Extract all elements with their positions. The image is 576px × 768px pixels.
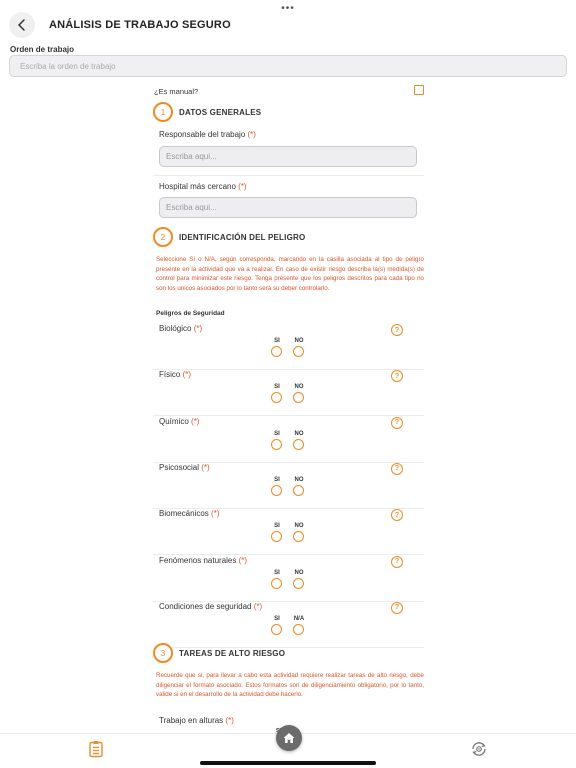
radio-no[interactable] bbox=[293, 624, 304, 635]
option-si-label: SI bbox=[274, 338, 280, 344]
responsable-input[interactable] bbox=[159, 146, 417, 167]
page-title: ANÁLISIS DE TRABAJO SEGURO bbox=[49, 19, 231, 31]
hazard-row bbox=[153, 417, 424, 463]
radio-no[interactable] bbox=[293, 531, 304, 542]
hazard-label: Físico (*) bbox=[159, 370, 192, 380]
bottom-navigation bbox=[0, 733, 576, 768]
required-marker: (*) bbox=[211, 509, 220, 519]
required-marker: (*) bbox=[182, 370, 192, 380]
section-datos-generales bbox=[153, 102, 261, 122]
radio-no[interactable] bbox=[293, 578, 304, 589]
section-number: 1 bbox=[153, 102, 173, 122]
required-marker: (*) bbox=[193, 324, 203, 333]
option-no-label: NO bbox=[294, 338, 304, 344]
hazard-label: Condiciones de seguridad (*) bbox=[159, 601, 263, 611]
manual-row bbox=[153, 84, 424, 98]
help-icon[interactable]: ? bbox=[391, 370, 403, 382]
hospital-input[interactable] bbox=[159, 197, 417, 218]
trabajo-alturas-label: Trabajo en alturas (*) bbox=[159, 716, 234, 725]
option-si-label: SI bbox=[274, 430, 280, 437]
orden-trabajo-input[interactable] bbox=[9, 55, 567, 77]
option-si-label: SI bbox=[274, 476, 280, 483]
radio-si[interactable] bbox=[271, 346, 282, 357]
peligros-seguridad-subtitle: Peligros de Seguridad bbox=[156, 310, 225, 317]
home-button[interactable] bbox=[276, 725, 302, 751]
section-identificacion-peligro bbox=[153, 227, 305, 247]
section-number: 3 bbox=[153, 643, 173, 663]
radio-no[interactable] bbox=[293, 439, 304, 450]
clipboard-list-icon[interactable] bbox=[87, 740, 105, 758]
required-marker: (*) bbox=[238, 182, 247, 191]
required-marker: (*) bbox=[191, 416, 200, 426]
radio-si[interactable] bbox=[271, 439, 282, 450]
option-no-label: N/A bbox=[293, 615, 305, 622]
required-marker: (*) bbox=[225, 716, 234, 725]
sync-settings-icon[interactable] bbox=[470, 740, 488, 758]
home-indicator-bar bbox=[200, 761, 376, 765]
divider bbox=[153, 175, 424, 176]
required-marker: (*) bbox=[247, 130, 256, 139]
option-si-label: SI bbox=[274, 569, 280, 576]
section-title: DATOS GENERALES bbox=[179, 107, 262, 117]
hazard-row bbox=[153, 602, 424, 648]
section-tareas-alto-riesgo bbox=[153, 643, 285, 663]
window-drag-dots: ••• bbox=[281, 3, 295, 14]
option-si-label: SI bbox=[274, 615, 280, 622]
radio-no[interactable] bbox=[293, 392, 304, 403]
help-icon[interactable]: ? bbox=[391, 602, 403, 614]
peligro-instructions: Seleccione Sí o N/A, según corresponda, marcando en la casilla asociada al tipo de peligro presente en la actividad que va a realizar. En caso de existir riesgo describa la(s) medida(s) de control para minimizar este riesgo. Tenga presente que los peligros descritos para cada tipo no son los unicos asociados por lo tanto será su deber controlarlo. bbox=[156, 256, 424, 292]
help-icon[interactable]: ? bbox=[391, 556, 403, 568]
option-si-label: SI bbox=[274, 523, 280, 530]
section-number: 2 bbox=[153, 227, 173, 247]
radio-si[interactable] bbox=[271, 624, 282, 635]
help-icon[interactable]: ? bbox=[391, 463, 403, 475]
option-no-label: NO bbox=[294, 569, 304, 576]
hazard-row bbox=[153, 370, 424, 416]
responsable-label: Responsable del trabajo (*) bbox=[159, 130, 256, 139]
hazard-row bbox=[153, 556, 424, 602]
radio-si[interactable] bbox=[271, 531, 282, 542]
option-si-label: SI bbox=[274, 384, 280, 391]
radio-si[interactable] bbox=[271, 578, 282, 589]
section-title: IDENTIFICACIÓN DEL PELIGRO bbox=[179, 232, 306, 242]
hazard-row bbox=[153, 324, 424, 370]
manual-label: ¿Es manual? bbox=[154, 87, 199, 96]
option-no-label: NO bbox=[294, 523, 304, 530]
required-marker: (*) bbox=[201, 462, 210, 472]
required-marker: (*) bbox=[238, 555, 248, 565]
required-marker: (*) bbox=[253, 601, 263, 611]
option-no-label: NO bbox=[294, 476, 304, 483]
home-icon bbox=[282, 731, 296, 745]
back-button[interactable] bbox=[9, 12, 35, 38]
option-no-label: NO bbox=[294, 430, 304, 437]
alto-riesgo-instructions: Recuerde que si, para llevar a cabo esta actividad requiere realizar tareas de alto riesgo, debe diligenciar el formato asociado. Estos formatos son de diligenciamiento obligatorio, por lo tanto, valide si en el desarrollo de la actividad debe hacerlo. bbox=[156, 672, 424, 698]
hazard-label: Biomecánicos (*) bbox=[159, 509, 220, 519]
orden-trabajo-label: Orden de trabajo bbox=[10, 45, 75, 54]
hazard-label: Psicosocial (*) bbox=[159, 462, 210, 472]
help-icon[interactable]: ? bbox=[391, 324, 403, 336]
app-header bbox=[9, 12, 567, 38]
hazard-label: Biológico (*) bbox=[159, 324, 203, 333]
hazard-label: Fenómenos naturales (*) bbox=[159, 555, 248, 565]
chevron-left-icon bbox=[16, 19, 28, 31]
hazard-row bbox=[153, 463, 424, 509]
radio-no[interactable] bbox=[293, 485, 304, 496]
hazard-label: Químico (*) bbox=[159, 416, 200, 426]
help-icon[interactable]: ? bbox=[391, 509, 403, 521]
help-icon[interactable]: ? bbox=[391, 417, 403, 429]
option-no-label: NO bbox=[294, 384, 304, 391]
section-title: TAREAS DE ALTO RIESGO bbox=[179, 648, 286, 658]
hazard-row bbox=[153, 509, 424, 555]
manual-checkbox[interactable] bbox=[414, 85, 424, 95]
hospital-label: Hospital más cercano (*) bbox=[159, 182, 247, 191]
radio-si[interactable] bbox=[271, 392, 282, 403]
radio-no[interactable] bbox=[293, 346, 304, 357]
radio-si[interactable] bbox=[271, 485, 282, 496]
